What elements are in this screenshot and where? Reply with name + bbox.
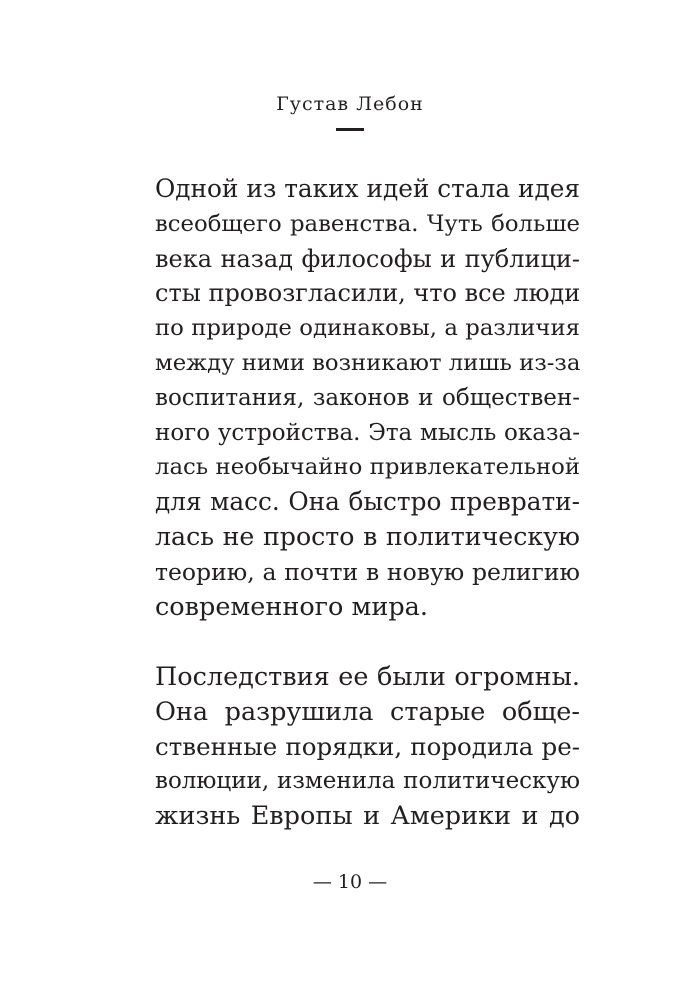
paragraph-2 <box>155 660 580 834</box>
text-line: между ними возникают лишь из-за <box>155 349 581 376</box>
text-line: Она разрушила старые обще- <box>155 696 580 727</box>
text-line: волюции, изменила политическую <box>155 768 580 795</box>
text-line: для масс. Она быстро преврати- <box>155 487 580 517</box>
running-header: Густав Лебон <box>276 93 424 115</box>
text-line: Одной из таких идей стала идея <box>155 174 580 203</box>
text-line: по природе одинаковы, а различия <box>155 315 580 342</box>
text-line: сты провозгласили, что все люди <box>155 279 581 308</box>
text-line: ственные порядки, породила ре- <box>155 731 580 761</box>
text-line: ного устройства. Эта мысль оказа- <box>155 419 580 446</box>
text-line: всеобщего равенства. Чуть больше <box>155 210 580 237</box>
header-rule <box>336 128 364 131</box>
text-line: воспитания, законов и обществен- <box>155 384 580 411</box>
text-line: лась необычайно привлекательной <box>155 454 580 481</box>
page-number: — 10 — <box>312 871 388 893</box>
text-line: лась не просто в политическую <box>155 521 580 551</box>
text-line: современного мира. <box>155 591 428 622</box>
text-line: теорию, а почти в новую религию <box>155 557 580 586</box>
text-line: Последствия ее были огромны. <box>155 662 580 692</box>
text-line: жизнь Европы и Америки и до <box>155 801 580 832</box>
paragraph-1 <box>155 172 580 624</box>
text-line: века назад философы и публици- <box>155 244 580 273</box>
